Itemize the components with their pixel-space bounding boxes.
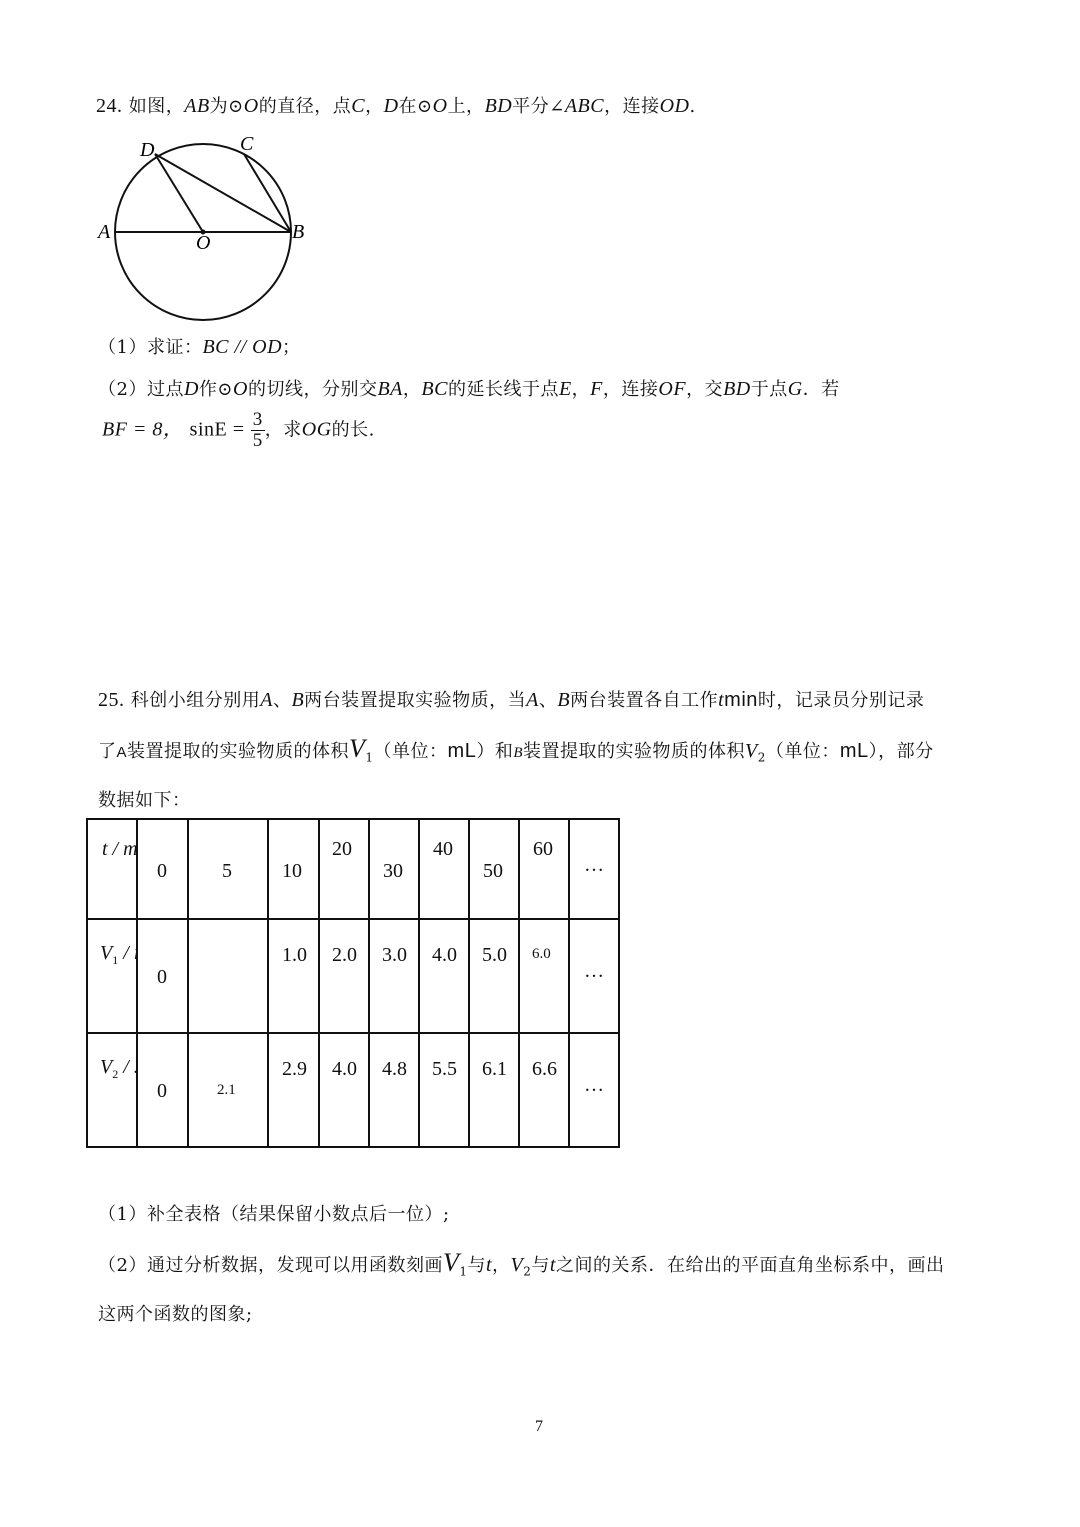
q25-number: 25. xyxy=(98,689,125,711)
cell-v1-3.0: 3.0 xyxy=(382,944,407,966)
q25-text: （2）通过分析数据，发现可以用函数刻画 xyxy=(98,1255,443,1276)
table-cell xyxy=(569,819,619,919)
table-cell xyxy=(419,1033,469,1147)
math-BF-eq-8: BF = 8， xyxy=(102,418,184,441)
math-t: t xyxy=(485,1254,493,1276)
table-cell xyxy=(188,919,268,1033)
math-t: t xyxy=(718,689,725,711)
table-cell xyxy=(369,819,419,919)
table-header-t xyxy=(87,819,137,919)
header-v1-rest: / ı xyxy=(118,942,140,964)
segment-DB xyxy=(155,154,291,232)
table-cell xyxy=(569,1033,619,1147)
q25-text: （单位： xyxy=(373,741,448,762)
q24-text: 的切线，分别交 xyxy=(247,379,378,400)
q24-text: ，连接 xyxy=(604,96,660,117)
table-header-v2 xyxy=(87,1033,137,1147)
segment-OD xyxy=(155,154,203,232)
cell-t-50: 50 xyxy=(483,860,503,882)
table-cell xyxy=(519,819,569,919)
q25-line1 xyxy=(98,686,924,712)
label-O: O xyxy=(196,232,211,254)
cell-t-40: 40 xyxy=(433,838,453,860)
table-cell xyxy=(369,919,419,1033)
math-A: A xyxy=(526,689,539,711)
math-BA: BA xyxy=(377,378,403,400)
table-cell xyxy=(188,1033,268,1147)
cell-v2-6.1: 6.1 xyxy=(482,1058,507,1080)
q25-text: ）和 xyxy=(476,741,514,762)
cell-t-60: 60 xyxy=(533,838,553,860)
math-BD: BD xyxy=(484,95,513,117)
math-BC-parallel-OD: BC // OD xyxy=(202,336,283,358)
math-AB: AB xyxy=(184,95,210,117)
q24-text: 作⊙ xyxy=(198,379,233,400)
q24-text: ，求 xyxy=(264,419,302,441)
cell-v1-4.0: 4.0 xyxy=(432,944,457,966)
q24-text: ， xyxy=(365,96,384,117)
table-cell xyxy=(137,919,188,1033)
q24-text: （2）过点 xyxy=(98,379,184,400)
unit-min: min xyxy=(724,689,758,711)
math-OD: OD xyxy=(659,95,690,117)
math-BC: BC xyxy=(421,378,448,400)
cell-v2-2.1: 2.1 xyxy=(217,1082,236,1098)
q25-part2-line1 xyxy=(98,1248,944,1279)
math-G: G xyxy=(787,378,803,400)
math-B: B xyxy=(291,689,305,711)
q25-text: 、 xyxy=(272,690,292,711)
q24-p1-prefix: （1）求证： xyxy=(98,337,203,358)
table-cell xyxy=(319,1033,369,1147)
subscript-2: 2 xyxy=(523,1264,532,1279)
table-cell xyxy=(268,919,319,1033)
table-cell xyxy=(137,819,188,919)
q25-text: 装置提取的实验物质的体积 xyxy=(523,741,746,762)
table-cell xyxy=(519,1033,569,1147)
q25-text: 两台装置提取实验物质，当 xyxy=(304,690,527,711)
table-cell xyxy=(268,1033,319,1147)
math-D: D xyxy=(383,95,399,117)
table-cell xyxy=(319,919,369,1033)
cell-v1-1.0: 1.0 xyxy=(282,944,307,966)
cell-v2-6.6: 6.6 xyxy=(532,1058,557,1080)
math-B: B xyxy=(557,689,571,711)
math-V: V xyxy=(349,734,366,763)
q25-text: 装置提取的实验物质的体积 xyxy=(127,741,350,762)
label-D: D xyxy=(140,139,155,161)
q24-part2-line2 xyxy=(102,410,375,451)
q24-text: ， xyxy=(571,379,591,400)
q24-number: 24. xyxy=(96,95,123,117)
math-C: C xyxy=(351,95,366,117)
cell-t-0: 0 xyxy=(157,860,167,882)
q24-text: ．若 xyxy=(802,379,840,400)
label-A-small: A xyxy=(116,744,128,761)
table-cell xyxy=(469,1033,519,1147)
fraction-numerator: 3 xyxy=(252,409,263,430)
header-v1-sub: 1 xyxy=(112,953,119,967)
math-V: V xyxy=(745,740,758,762)
q25-text: ， xyxy=(492,1255,511,1276)
cell-t-20: 20 xyxy=(332,838,352,860)
table-cell xyxy=(569,919,619,1033)
table-cell xyxy=(369,1033,419,1147)
q24-text: 上， xyxy=(447,96,485,117)
q24-text: 如图， xyxy=(128,96,185,117)
math-sinE: sinE = xyxy=(189,418,245,441)
table-cell xyxy=(188,819,268,919)
circle-figure xyxy=(90,128,320,324)
cell-v1-ellipsis: … xyxy=(584,960,604,982)
table-cell xyxy=(469,919,519,1033)
header-v1-V: V xyxy=(100,942,113,964)
q24-text: . xyxy=(689,96,696,117)
math-OF: OF xyxy=(658,378,687,400)
cell-v2-ellipsis: … xyxy=(584,1074,604,1096)
cell-t-5: 5 xyxy=(222,860,232,882)
cell-t-30: 30 xyxy=(383,860,403,882)
q24-text: ，交 xyxy=(686,379,724,400)
q25-text: 与 xyxy=(531,1255,550,1276)
q25-text: （单位： xyxy=(765,741,840,762)
label-C: C xyxy=(240,133,254,155)
math-A: A xyxy=(260,689,273,711)
unit-mL: mL xyxy=(839,740,869,762)
subscript-1: 1 xyxy=(365,750,374,765)
cell-v1-6.0: 6.0 xyxy=(532,946,551,962)
q25-text: 之间的关系．在给出的平面直角坐标系中，画出 xyxy=(555,1255,945,1276)
q24-text: ， xyxy=(402,379,422,400)
table-cell xyxy=(268,819,319,919)
q25-text: 时，记录员分别记录 xyxy=(757,690,925,711)
table-header-v1 xyxy=(87,919,140,1033)
fraction-3-5 xyxy=(251,410,265,451)
cell-v2-4.8: 4.8 xyxy=(382,1058,407,1080)
q24-text: 的长. xyxy=(331,419,375,441)
cell-t-10: 10 xyxy=(282,860,302,882)
q24-text: 在⊙ xyxy=(398,96,433,117)
q25-text: 两台装置各自工作 xyxy=(570,690,719,711)
cell-v2-0: 0 xyxy=(157,1080,167,1102)
q24-line1 xyxy=(96,92,696,118)
label-A: A xyxy=(98,221,111,243)
math-O: O xyxy=(243,95,259,117)
q25-part1: （1）补全表格（结果保留小数点后一位）; xyxy=(98,1204,450,1225)
subscript-2: 2 xyxy=(757,750,766,765)
math-BD: BD xyxy=(723,378,751,400)
math-F: F xyxy=(590,378,603,400)
header-v2-sub: 2 xyxy=(112,1067,119,1081)
q24-text: 于点 xyxy=(750,379,788,400)
cell-v1-0: 0 xyxy=(157,966,167,988)
cell-v2-5.5: 5.5 xyxy=(432,1058,457,1080)
q25-line2 xyxy=(98,734,934,765)
math-V: V xyxy=(510,1254,524,1276)
q24-text: ，连接 xyxy=(602,379,659,400)
subscript-1: 1 xyxy=(459,1264,468,1279)
q24-part1 xyxy=(98,333,301,359)
math-E: E xyxy=(558,378,572,400)
cell-v1-5.0: 5.0 xyxy=(482,944,507,966)
table-row-v1 xyxy=(87,919,619,1033)
table-row-t xyxy=(87,819,619,919)
table-cell xyxy=(469,819,519,919)
fraction-denominator: 5 xyxy=(252,429,263,451)
math-V: V xyxy=(442,1248,460,1277)
unit-mL: mL xyxy=(447,740,477,762)
label-B-small: B xyxy=(513,745,524,761)
header-t-label: t / m xyxy=(102,838,138,860)
q25-text: ），部分 xyxy=(868,741,934,762)
q25-text: 了 xyxy=(98,741,117,762)
table-cell xyxy=(419,819,469,919)
label-B: B xyxy=(292,221,305,243)
math-D: D xyxy=(183,378,199,400)
math-ABC: ABC xyxy=(564,95,605,117)
cell-v1-2.0: 2.0 xyxy=(332,944,357,966)
q25-text: 科创小组分别用 xyxy=(130,690,261,711)
header-v2-rest: / . xyxy=(118,1056,139,1078)
q24-text: 为⊙ xyxy=(209,96,244,117)
page-number: 7 xyxy=(535,1418,543,1435)
header-v2-V: V xyxy=(100,1056,113,1078)
cell-v2-4.0: 4.0 xyxy=(332,1058,357,1080)
cell-v2-2.9: 2.9 xyxy=(282,1058,307,1080)
q24-p1-suffix: ； xyxy=(282,337,301,358)
segment-CB xyxy=(244,154,291,232)
q25-line3: 数据如下： xyxy=(98,790,191,811)
table-cell xyxy=(319,819,369,919)
table-cell xyxy=(419,919,469,1033)
math-O: O xyxy=(233,378,248,400)
table-cell xyxy=(519,919,569,1033)
table-cell xyxy=(137,1033,188,1147)
table-row-v2 xyxy=(87,1033,619,1147)
q24-text: 平分∠ xyxy=(512,96,565,117)
q24-text: 的直径，点 xyxy=(258,96,352,117)
q25-part2-line2: 这两个函数的图象; xyxy=(98,1304,253,1325)
q25-text: 、 xyxy=(538,690,558,711)
q24-part2-line1 xyxy=(98,375,840,401)
math-t: t xyxy=(549,1254,556,1276)
cell-t-ellipsis: … xyxy=(584,854,604,876)
math-OG: OG xyxy=(301,418,332,441)
data-table xyxy=(86,818,620,1148)
q25-text: 与 xyxy=(467,1255,486,1276)
q24-text: 的延长线于点 xyxy=(447,379,559,400)
math-O: O xyxy=(432,95,448,117)
